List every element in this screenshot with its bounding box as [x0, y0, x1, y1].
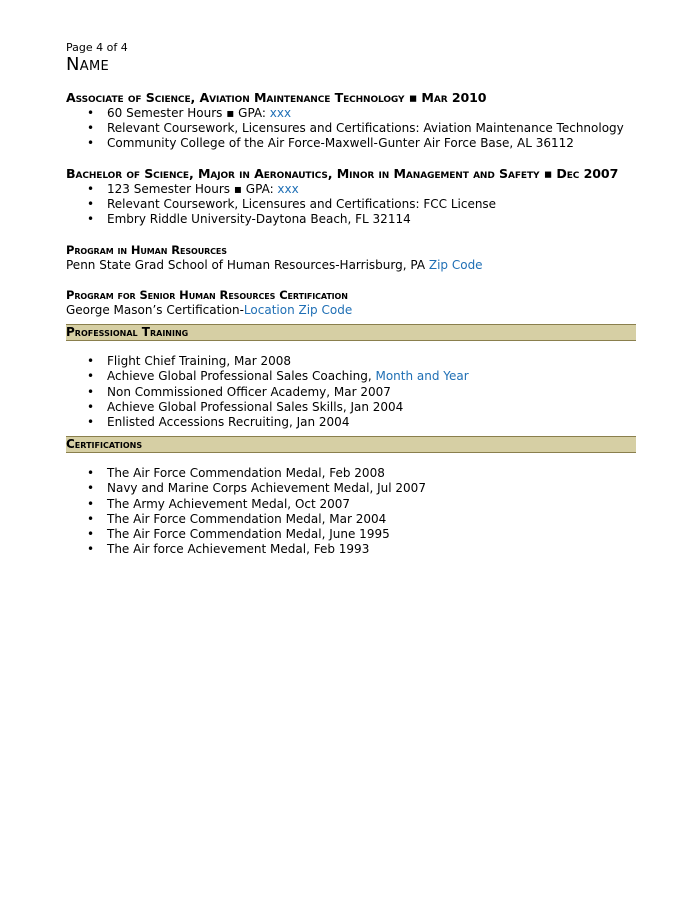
- list-item: • Achieve Global Professional Sales Coaching, Month and Year: [66, 369, 636, 384]
- gpa-link[interactable]: xxx: [277, 181, 299, 196]
- certifications-list: [66, 466, 636, 557]
- list-item: • The Army Achievement Medal, Oct 2007: [66, 497, 636, 512]
- page-number: Page 4 of 4: [66, 41, 128, 54]
- program-detail: George Mason’s Certification-Location Zip Code: [66, 303, 353, 318]
- professional-training-list: [66, 354, 636, 430]
- gpa-link[interactable]: xxx: [269, 106, 292, 120]
- degree-details: [66, 106, 636, 152]
- resume-content: [66, 41, 636, 557]
- list-item: • The Air Force Commendation Medal, June 1995: [66, 527, 636, 542]
- month-year-link[interactable]: Month and Year: [375, 369, 469, 384]
- degree-title: Bachelor of Science, Major in Aeronautics, Minor in Management and Safety ▪ Dec 2007: [66, 165, 619, 181]
- program-title: Program in Human Resources: [66, 243, 227, 258]
- list-item: • The Air Force Commendation Medal, Feb 2008: [66, 466, 636, 481]
- list-item: • Navy and Marine Corps Achievement Medal, Jul 2007: [66, 481, 636, 496]
- certifications-heading: Certifications: [66, 436, 636, 453]
- zip-code-link[interactable]: Zip Code: [428, 258, 483, 273]
- list-item: • Relevant Coursework, Licensures and Certifications: Aviation Maintenance Technology: [66, 121, 636, 136]
- program-detail: Penn State Grad School of Human Resources-Harrisburg, PA Zip Code: [66, 258, 483, 273]
- list-item: • Embry Riddle University-Daytona Beach, FL 32114: [66, 212, 636, 227]
- location-zip-link[interactable]: Location Zip Code: [243, 303, 353, 318]
- program-title: Program for Senior Human Resources Certification: [66, 288, 348, 303]
- list-item: • Relevant Coursework, Licensures and Certifications: FCC License: [66, 197, 636, 212]
- list-item: • Enlisted Accessions Recruiting, Jan 2004: [66, 415, 636, 430]
- list-item: • The Air force Achievement Medal, Feb 1993: [66, 542, 636, 557]
- candidate-name: Name: [66, 54, 109, 75]
- list-item: • Community College of the Air Force-Maxwell-Gunter Air Force Base, AL 36112: [66, 136, 636, 151]
- list-item: • Achieve Global Professional Sales Skills, Jan 2004: [66, 400, 636, 415]
- list-item: • Non Commissioned Officer Academy, Mar 2007: [66, 385, 636, 400]
- degree-title: Associate of Science, Aviation Maintenance Technology ▪ Mar 2010: [66, 90, 487, 105]
- list-item: • 123 Semester Hours ▪ GPA: xxx: [66, 182, 636, 197]
- list-item: • Flight Chief Training, Mar 2008: [66, 354, 636, 369]
- list-item: • The Air Force Commendation Medal, Mar 2004: [66, 512, 636, 527]
- professional-training-heading: Professional Training: [66, 324, 636, 341]
- degree-details: [66, 182, 636, 228]
- list-item: • 60 Semester Hours ▪ GPA: xxx: [66, 106, 636, 121]
